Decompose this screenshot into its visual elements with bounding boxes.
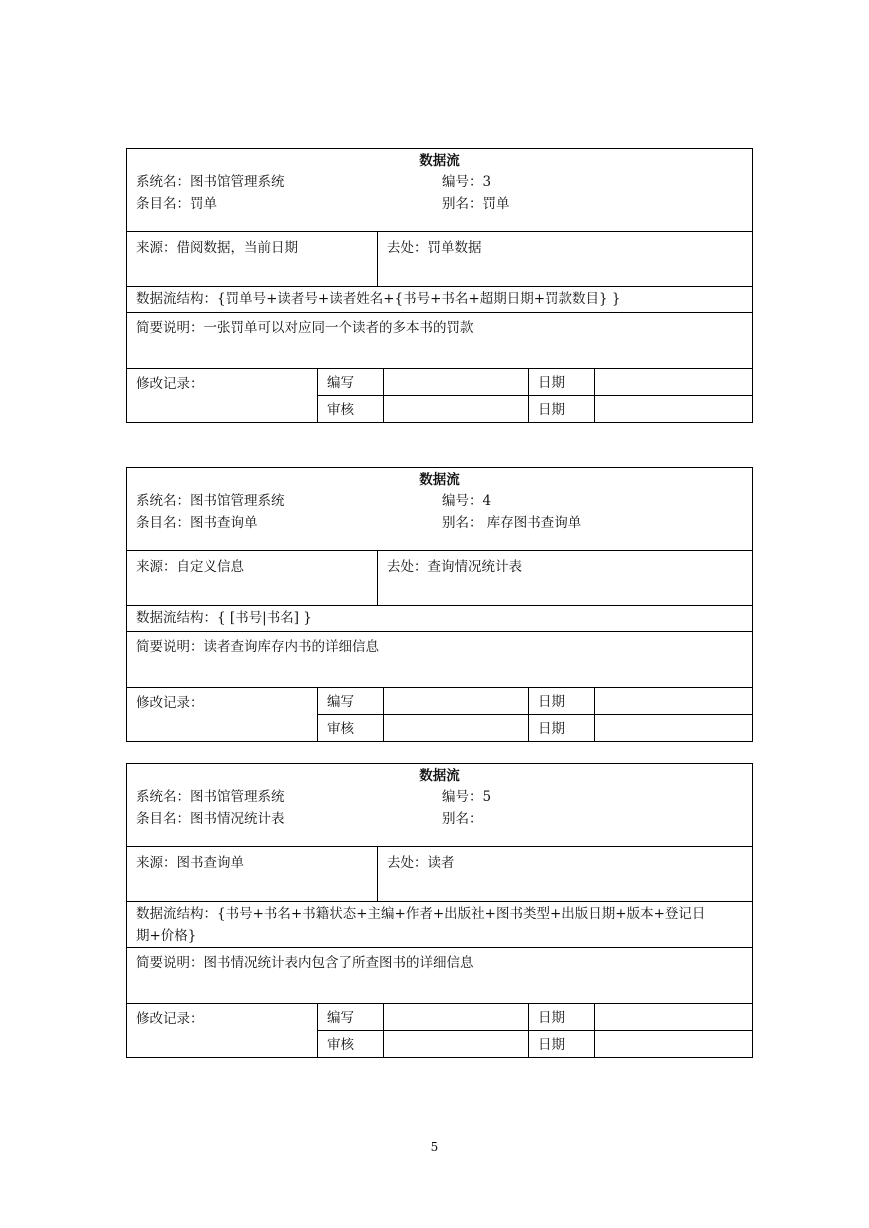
review-label: 审核 (318, 715, 384, 741)
date-value (595, 688, 752, 714)
brief-description: 简要说明：图书情况统计表内包含了所查图书的详细信息 (127, 947, 752, 1003)
revision-label: 修改记录： (127, 688, 318, 741)
card-title: 数据流 (419, 768, 460, 784)
entry-name: 条目名：图书情况统计表 (136, 811, 285, 827)
data-flow-card-3 (126, 148, 753, 423)
write-label: 编写 (318, 688, 384, 714)
review-label: 审核 (318, 1031, 384, 1057)
page-number: 5 (430, 1140, 439, 1154)
write-value (384, 369, 529, 395)
review-value (384, 396, 529, 422)
alias: 别名：罚单 (442, 196, 510, 212)
revision-label: 修改记录： (127, 369, 318, 422)
date-label: 日期 (529, 688, 595, 714)
flow-structure: 数据流结构：{ [书号|书名] } (127, 605, 752, 631)
write-label: 编写 (318, 1004, 384, 1030)
destination: 去处：读者 (387, 855, 455, 871)
card-header (127, 468, 752, 550)
source: 来源：自定义信息 (127, 551, 378, 605)
card-title: 数据流 (419, 153, 460, 169)
date-value (595, 369, 752, 395)
flow-structure-line-2: 期+价格} (136, 928, 197, 944)
source-dest-row (127, 231, 752, 286)
entry-name: 条目名：图书查询单 (136, 515, 258, 531)
date-label: 日期 (529, 1031, 595, 1057)
system-name: 系统名：图书馆管理系统 (136, 789, 285, 805)
date-value (595, 715, 752, 741)
source: 来源：图书查询单 (127, 847, 378, 901)
flow-structure (127, 901, 752, 947)
review-label: 审核 (318, 396, 384, 422)
system-name: 系统名：图书馆管理系统 (136, 174, 285, 190)
flow-structure-line-1: 数据流结构：{书号+书名+书籍状态+主编+作者+出版社+图书类型+出版日期+版本+登记日 (136, 906, 706, 922)
flow-number: 编号：3 (442, 174, 492, 190)
alias: 别名： (442, 811, 483, 827)
alias: 别名： 库存图书查询单 (442, 515, 582, 531)
revision-label: 修改记录： (127, 1004, 318, 1057)
card-title: 数据流 (419, 472, 460, 488)
date-label: 日期 (529, 396, 595, 422)
destination: 去处：罚单数据 (387, 240, 482, 256)
brief-description: 简要说明：读者查询库存内书的详细信息 (127, 631, 752, 687)
flow-structure: 数据流结构：{罚单号+读者号+读者姓名+{书号+书名+超期日期+罚款数目} } (127, 286, 752, 312)
card-header (127, 149, 752, 231)
flow-number: 编号：4 (442, 493, 492, 509)
date-label: 日期 (529, 369, 595, 395)
destination: 去处：查询情况统计表 (387, 559, 522, 575)
flow-number: 编号：5 (442, 789, 492, 805)
card-header (127, 764, 752, 846)
write-label: 编写 (318, 369, 384, 395)
review-value (384, 1031, 529, 1057)
brief-description: 简要说明：一张罚单可以对应同一个读者的多本书的罚款 (127, 312, 752, 368)
system-name: 系统名：图书馆管理系统 (136, 493, 285, 509)
review-value (384, 715, 529, 741)
source: 来源：借阅数据，当前日期 (127, 232, 378, 286)
date-value (595, 1004, 752, 1030)
source-dest-row (127, 550, 752, 605)
date-label: 日期 (529, 1004, 595, 1030)
entry-name: 条目名：罚单 (136, 196, 217, 212)
revision-record (127, 1003, 752, 1057)
revision-record (127, 687, 752, 741)
date-label: 日期 (529, 715, 595, 741)
date-value (595, 396, 752, 422)
data-flow-card-4 (126, 467, 753, 742)
write-value (384, 1004, 529, 1030)
write-value (384, 688, 529, 714)
date-value (595, 1031, 752, 1057)
source-dest-row (127, 846, 752, 901)
revision-record (127, 368, 752, 422)
data-flow-card-5 (126, 763, 753, 1058)
